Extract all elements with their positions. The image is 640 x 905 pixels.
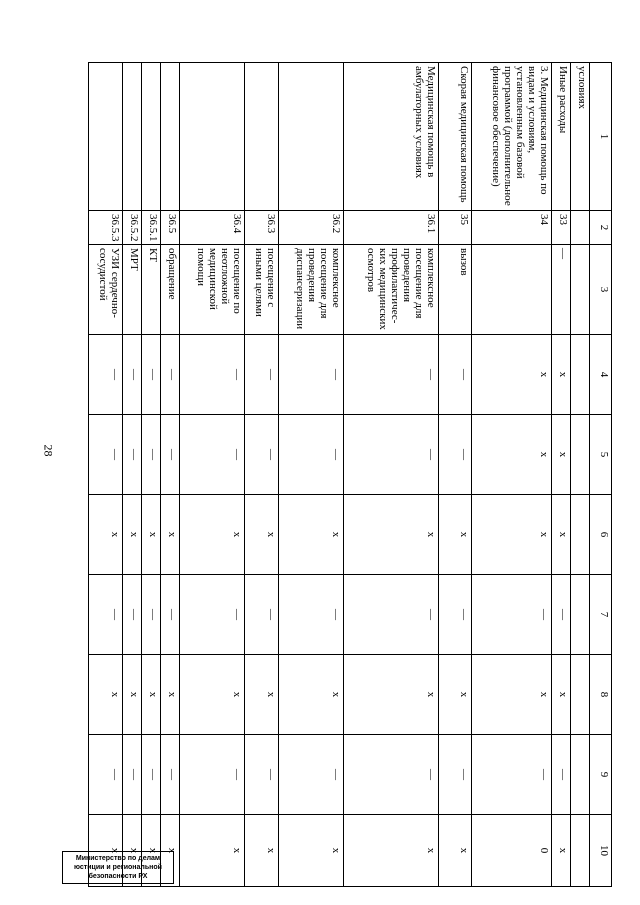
- line-number-cell: 36.2: [279, 211, 344, 245]
- value-cell: —: [279, 735, 344, 815]
- value-cell: х: [123, 495, 142, 575]
- unit-cell: [571, 245, 590, 335]
- value-cell: 0: [472, 815, 552, 887]
- value-cell: —: [142, 575, 161, 655]
- indicator-cell: условиях: [571, 63, 590, 211]
- value-cell: х: [344, 815, 439, 887]
- data-table: [88, 62, 612, 887]
- value-cell: —: [344, 735, 439, 815]
- value-cell: —: [344, 335, 439, 415]
- value-cell: [571, 655, 590, 735]
- unit-cell: —: [552, 245, 571, 335]
- table-row: [552, 63, 571, 887]
- line-number-cell: 36.5: [161, 211, 180, 245]
- line-number-cell: [571, 211, 590, 245]
- table-row: [123, 63, 142, 887]
- value-cell: х: [161, 655, 180, 735]
- table-row: [161, 63, 180, 887]
- line-number-cell: 33: [552, 211, 571, 245]
- table-row: [180, 63, 245, 887]
- value-cell: х: [552, 655, 571, 735]
- value-cell: х: [552, 495, 571, 575]
- value-cell: х: [180, 495, 245, 575]
- value-cell: х: [344, 655, 439, 735]
- value-cell: х: [344, 495, 439, 575]
- indicator-cell: [142, 63, 161, 211]
- value-cell: х: [552, 815, 571, 887]
- stamp-line: безопасности РХ: [88, 873, 148, 880]
- value-cell: —: [123, 415, 142, 495]
- value-cell: х: [472, 335, 552, 415]
- column-number-cell: 5: [590, 415, 612, 495]
- table-row: [89, 63, 123, 887]
- value-cell: х: [123, 655, 142, 735]
- value-cell: —: [180, 335, 245, 415]
- indicator-cell: [89, 63, 123, 211]
- ministry-stamp: [62, 851, 174, 884]
- header-row: [590, 63, 612, 887]
- rotated-table-container: [88, 62, 612, 886]
- value-cell: х: [142, 815, 161, 887]
- unit-cell: МРТ: [123, 245, 142, 335]
- value-cell: —: [161, 335, 180, 415]
- value-cell: х: [142, 655, 161, 735]
- value-cell: —: [245, 335, 279, 415]
- value-cell: х: [89, 655, 123, 735]
- value-cell: [571, 735, 590, 815]
- value-cell: [571, 335, 590, 415]
- column-number-cell: 9: [590, 735, 612, 815]
- value-cell: —: [180, 415, 245, 495]
- value-cell: —: [123, 735, 142, 815]
- column-number-cell: 4: [590, 335, 612, 415]
- value-cell: х: [439, 495, 472, 575]
- value-cell: —: [89, 575, 123, 655]
- value-cell: —: [552, 575, 571, 655]
- value-cell: х: [161, 495, 180, 575]
- value-cell: —: [161, 415, 180, 495]
- unit-cell: [472, 245, 552, 335]
- stamp-line: юстиции и региональной: [74, 864, 162, 871]
- unit-cell: посещение с иными целями: [245, 245, 279, 335]
- value-cell: х: [439, 815, 472, 887]
- line-number-cell: 36.5.3: [89, 211, 123, 245]
- table-row: [472, 63, 552, 887]
- table-row: [279, 63, 344, 887]
- value-cell: —: [439, 575, 472, 655]
- column-number-cell: 2: [590, 211, 612, 245]
- value-cell: —: [245, 575, 279, 655]
- value-cell: —: [123, 575, 142, 655]
- value-cell: —: [439, 415, 472, 495]
- unit-cell: посещение по неотложной медицинской помощи: [180, 245, 245, 335]
- value-cell: —: [142, 415, 161, 495]
- value-cell: х: [123, 815, 142, 887]
- value-cell: —: [279, 335, 344, 415]
- unit-cell: обращение: [161, 245, 180, 335]
- stamp-line: Министерство по делам: [75, 855, 161, 862]
- value-cell: —: [142, 335, 161, 415]
- value-cell: х: [472, 415, 552, 495]
- indicator-cell: [180, 63, 245, 211]
- value-cell: —: [439, 335, 472, 415]
- value-cell: х: [245, 655, 279, 735]
- value-cell: х: [89, 495, 123, 575]
- column-number-cell: 3: [590, 245, 612, 335]
- indicator-cell: [161, 63, 180, 211]
- value-cell: х: [552, 415, 571, 495]
- unit-cell: комплексное посещение для проведения профилактичес-ких медицинских осмотров: [344, 245, 439, 335]
- value-cell: —: [344, 415, 439, 495]
- line-number-cell: 36.4: [180, 211, 245, 245]
- indicator-cell: [123, 63, 142, 211]
- unit-cell: комплексное посещение для проведения диспансеризации: [279, 245, 344, 335]
- value-cell: [571, 815, 590, 887]
- value-cell: х: [180, 815, 245, 887]
- value-cell: х: [245, 815, 279, 887]
- value-cell: —: [472, 735, 552, 815]
- column-number-cell: 1: [590, 63, 612, 211]
- line-number-cell: 34: [472, 211, 552, 245]
- indicator-cell: Скорая медицинская помощь: [439, 63, 472, 211]
- line-number-cell: 36.5.1: [142, 211, 161, 245]
- value-cell: х: [161, 815, 180, 887]
- value-cell: —: [89, 335, 123, 415]
- value-cell: —: [279, 575, 344, 655]
- table-row: [245, 63, 279, 887]
- value-cell: х: [245, 495, 279, 575]
- value-cell: —: [439, 735, 472, 815]
- value-cell: [571, 575, 590, 655]
- table-row: [571, 63, 590, 887]
- table-row: [344, 63, 439, 887]
- table-row: [439, 63, 472, 887]
- value-cell: —: [161, 735, 180, 815]
- value-cell: —: [89, 415, 123, 495]
- column-number-cell: 10: [590, 815, 612, 887]
- value-cell: —: [344, 575, 439, 655]
- value-cell: —: [472, 575, 552, 655]
- value-cell: —: [552, 735, 571, 815]
- unit-cell: УЗИ сердечно-сосудистой: [89, 245, 123, 335]
- value-cell: —: [89, 735, 123, 815]
- value-cell: х: [472, 655, 552, 735]
- column-number-cell: 8: [590, 655, 612, 735]
- value-cell: —: [142, 735, 161, 815]
- indicator-cell: Иные расходы: [552, 63, 571, 211]
- unit-cell: КТ: [142, 245, 161, 335]
- column-number-cell: 7: [590, 575, 612, 655]
- value-cell: —: [279, 415, 344, 495]
- value-cell: х: [439, 655, 472, 735]
- value-cell: —: [180, 735, 245, 815]
- value-cell: х: [142, 495, 161, 575]
- value-cell: —: [180, 575, 245, 655]
- line-number-cell: 36.3: [245, 211, 279, 245]
- value-cell: х: [279, 495, 344, 575]
- indicator-cell: [279, 63, 344, 211]
- line-number-cell: 36.5.2: [123, 211, 142, 245]
- value-cell: х: [552, 335, 571, 415]
- indicator-cell: [245, 63, 279, 211]
- value-cell: х: [279, 655, 344, 735]
- page-number: 28: [41, 444, 56, 457]
- value-cell: х: [472, 495, 552, 575]
- indicator-cell: 3. Медицинская помощь по видам и условиям, установленным базовой программой (дополнительное финансовое обеспечение): [472, 63, 552, 211]
- table-row: [142, 63, 161, 887]
- unit-cell: вызов: [439, 245, 472, 335]
- line-number-cell: 36.1: [344, 211, 439, 245]
- value-cell: —: [245, 415, 279, 495]
- indicator-cell: Медицинская помощь в амбулаторных условиях: [344, 63, 439, 211]
- value-cell: —: [123, 335, 142, 415]
- value-cell: х: [279, 815, 344, 887]
- line-number-cell: 35: [439, 211, 472, 245]
- value-cell: —: [161, 575, 180, 655]
- column-number-cell: 6: [590, 495, 612, 575]
- value-cell: [571, 415, 590, 495]
- value-cell: х: [89, 815, 123, 887]
- value-cell: —: [245, 735, 279, 815]
- value-cell: х: [180, 655, 245, 735]
- value-cell: [571, 495, 590, 575]
